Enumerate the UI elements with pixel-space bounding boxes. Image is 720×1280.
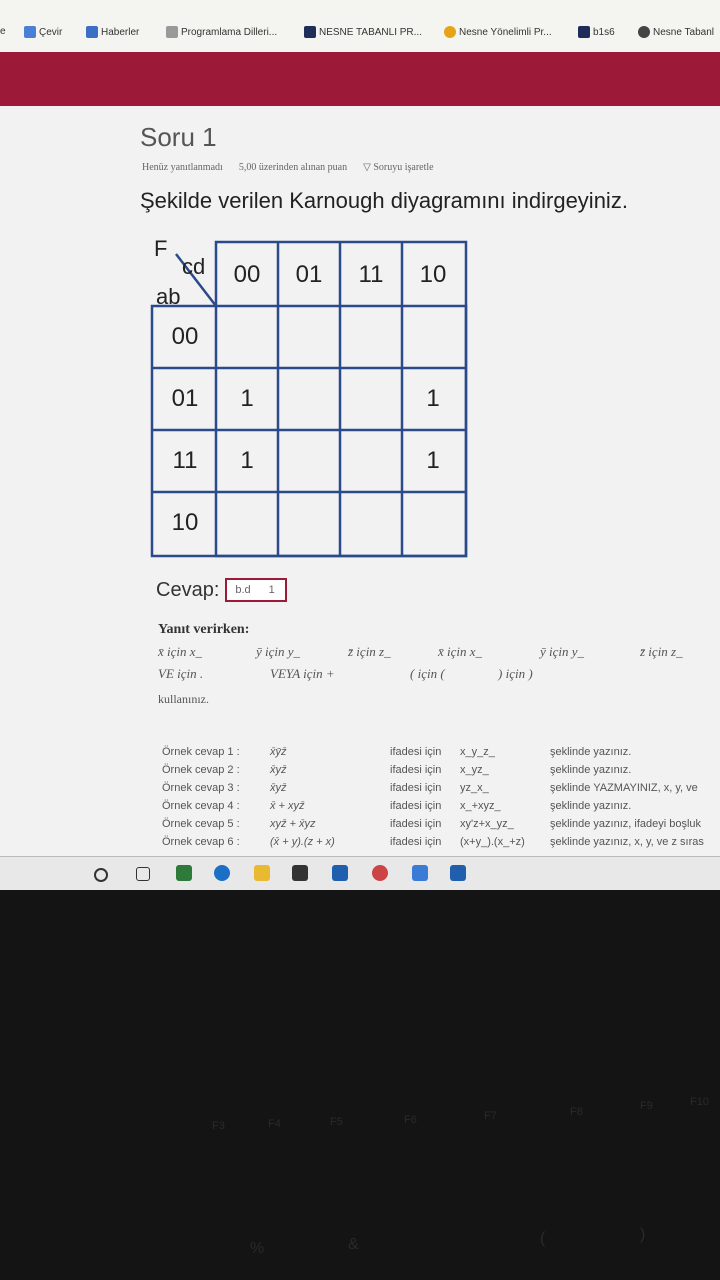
- row-header: 00: [171, 323, 199, 350]
- example-note: şeklinde yazınız, ifadeyi boşluk: [550, 818, 702, 830]
- bookmark-oo-programming[interactable]: [444, 26, 552, 38]
- question-page: [0, 106, 720, 856]
- key-label: ): [640, 1226, 646, 1243]
- question-meta: [142, 162, 434, 173]
- question-title: Soru 1: [140, 122, 217, 152]
- example-ifade: ifadesi için: [390, 782, 442, 794]
- key-label: F10: [690, 1096, 709, 1108]
- kmap-cell: 1: [240, 385, 254, 412]
- bookmark-label: Programlama Dilleri...: [181, 26, 278, 38]
- row-variable-label: ab: [156, 284, 181, 309]
- bookmark-label: NESNE TABANLI PR...: [319, 26, 422, 38]
- question-points: 5,00 üzerinden alınan puan: [238, 162, 348, 173]
- key-label: F9: [640, 1100, 653, 1112]
- example-expr: x̄ȳz̄: [270, 746, 287, 758]
- example-expr: x̄yz̄: [270, 782, 287, 794]
- example-label: Örnek cevap 3 :: [162, 782, 240, 794]
- key-label: F4: [268, 1118, 281, 1130]
- example-label: Örnek cevap 1 :: [162, 746, 240, 758]
- answer-value: b.d: [235, 584, 251, 596]
- flag-question-link[interactable]: ▽ Soruyu işaretle: [363, 162, 434, 173]
- bookmark-label: b1s6: [593, 26, 615, 38]
- bookmark-label: e: [0, 26, 6, 37]
- hint-use: kullanınız.: [158, 692, 209, 706]
- example-row: [162, 764, 720, 780]
- col-header: 11: [358, 261, 384, 288]
- key-label: F7: [484, 1110, 497, 1122]
- row-header: 10: [171, 509, 199, 536]
- example-code: xy'z+x_yz_: [460, 818, 514, 830]
- bookmark-e[interactable]: [0, 26, 6, 37]
- key-label: F8: [570, 1106, 583, 1118]
- hint-heading: Yanıt verirken:: [158, 622, 250, 637]
- hint-item: z̄ için z_: [640, 644, 683, 659]
- key-label: %: [250, 1240, 265, 1257]
- example-note: şeklinde yazınız.: [550, 764, 632, 776]
- globe-icon: [638, 26, 650, 38]
- example-ifade: ifadesi için: [390, 818, 442, 830]
- hint-item: x̄ için x_: [438, 644, 483, 659]
- mail-icon[interactable]: [450, 865, 466, 881]
- bookmark-label: Çevir: [39, 26, 63, 38]
- example-note: şeklinde yazınız.: [550, 800, 632, 812]
- y-icon: [166, 26, 178, 38]
- y-icon: [578, 26, 590, 38]
- hint-item: z̄ için z_: [348, 644, 391, 659]
- bookmark-oop[interactable]: [304, 26, 422, 38]
- example-code: x_yz_: [460, 764, 489, 776]
- example-label: Örnek cevap 4 :: [162, 800, 240, 812]
- col-header: 00: [233, 261, 261, 288]
- globe-icon: [444, 26, 456, 38]
- news-icon: [86, 26, 98, 38]
- question-prompt: Şekilde verilen Karnough diyagramını indirgeyiniz.: [140, 188, 628, 213]
- bookmarks-bar: [0, 0, 720, 53]
- example-expr: (x̄ + y).(z + x): [270, 836, 335, 848]
- example-ifade: ifadesi için: [390, 800, 442, 812]
- row-header: 11: [172, 447, 198, 474]
- bookmark-label: Nesne Tabanl: [653, 26, 714, 38]
- hint-item: x̄ için x_: [158, 644, 203, 659]
- example-code: x_y_z_: [460, 746, 495, 758]
- bookmark-label: Haberler: [101, 26, 140, 38]
- keyboard-area: [0, 890, 720, 1280]
- app-icon[interactable]: [176, 865, 192, 881]
- example-expr: x̄ + xyz̄: [270, 800, 305, 812]
- key-label: F3: [212, 1120, 225, 1132]
- example-code: (x+y_).(x_+z): [460, 836, 525, 848]
- hint-item: VEYA için +: [270, 666, 335, 681]
- d-icon: [304, 26, 316, 38]
- example-row: [162, 818, 720, 834]
- key-label: &: [348, 1236, 359, 1253]
- example-ifade: ifadesi için: [390, 764, 442, 776]
- flag-label: Soruyu işaretle: [373, 162, 434, 173]
- translate-icon: [24, 26, 36, 38]
- app-icon[interactable]: [412, 865, 428, 881]
- example-ifade: ifadesi için: [390, 836, 442, 848]
- example-label: Örnek cevap 5 :: [162, 818, 240, 830]
- example-note: şeklinde yazınız.: [550, 746, 632, 758]
- answer-input[interactable]: [225, 578, 287, 602]
- example-label: Örnek cevap 2 :: [162, 764, 240, 776]
- hint-item: ( için (: [410, 666, 445, 681]
- bookmark-oop-2[interactable]: [638, 26, 714, 38]
- key-label: F6: [404, 1114, 417, 1126]
- edge-icon[interactable]: [214, 865, 230, 881]
- hint-item: ȳ için y_: [256, 644, 301, 659]
- example-row: [162, 746, 720, 762]
- answer-label: Cevap:: [156, 578, 220, 601]
- bookmark-translate[interactable]: [24, 26, 62, 38]
- store-icon[interactable]: [292, 865, 308, 881]
- key-label: F5: [330, 1116, 343, 1128]
- windows-taskbar: [0, 856, 720, 891]
- bookmark-programming[interactable]: [166, 26, 277, 38]
- example-code: x_+xyz_: [460, 800, 501, 812]
- hint-item: ȳ için y_: [540, 644, 585, 659]
- question-status: Henüz yanıtlanmadı: [142, 162, 223, 173]
- key-label: (: [540, 1230, 546, 1247]
- bookmark-label: Nesne Yönelimli Pr...: [459, 26, 552, 38]
- example-row: [162, 800, 720, 816]
- example-note: şeklinde YAZMAYINIZ, x, y, ve: [550, 782, 698, 794]
- hint-item: ) için ): [498, 666, 533, 681]
- example-expr: x̄yz̄: [270, 764, 287, 776]
- column-variable-label: cd: [182, 254, 206, 279]
- task-view-icon[interactable]: [136, 867, 150, 881]
- example-ifade: ifadesi için: [390, 746, 442, 758]
- example-expr: xyz̄ + x̄yz: [270, 818, 316, 830]
- example-note: şeklinde yazınız, x, y, ve z sıras: [550, 836, 704, 848]
- row-header: 01: [171, 385, 199, 412]
- karnaugh-map: [150, 236, 470, 560]
- example-row: [162, 782, 720, 798]
- chrome-icon[interactable]: [372, 865, 388, 881]
- search-icon[interactable]: [94, 868, 108, 882]
- example-label: Örnek cevap 6 :: [162, 836, 240, 848]
- answer-row: [156, 578, 287, 602]
- kmap-cell: 1: [240, 447, 254, 474]
- kmap-cell: 1: [426, 385, 440, 412]
- answer-suffix: 1: [268, 584, 275, 596]
- hint-item: VE için .: [158, 666, 204, 681]
- example-code: yz_x_: [460, 782, 489, 794]
- folder-icon[interactable]: [254, 865, 270, 881]
- col-header: 01: [295, 261, 323, 288]
- bookmark-b1s6[interactable]: [578, 26, 615, 38]
- app-l-icon[interactable]: [332, 865, 348, 881]
- bookmark-news[interactable]: [86, 26, 139, 38]
- example-row: [162, 836, 720, 852]
- col-header: 10: [419, 261, 447, 288]
- function-label: F: [154, 236, 168, 261]
- site-header-bar: [0, 52, 720, 106]
- kmap-cell: 1: [426, 447, 440, 474]
